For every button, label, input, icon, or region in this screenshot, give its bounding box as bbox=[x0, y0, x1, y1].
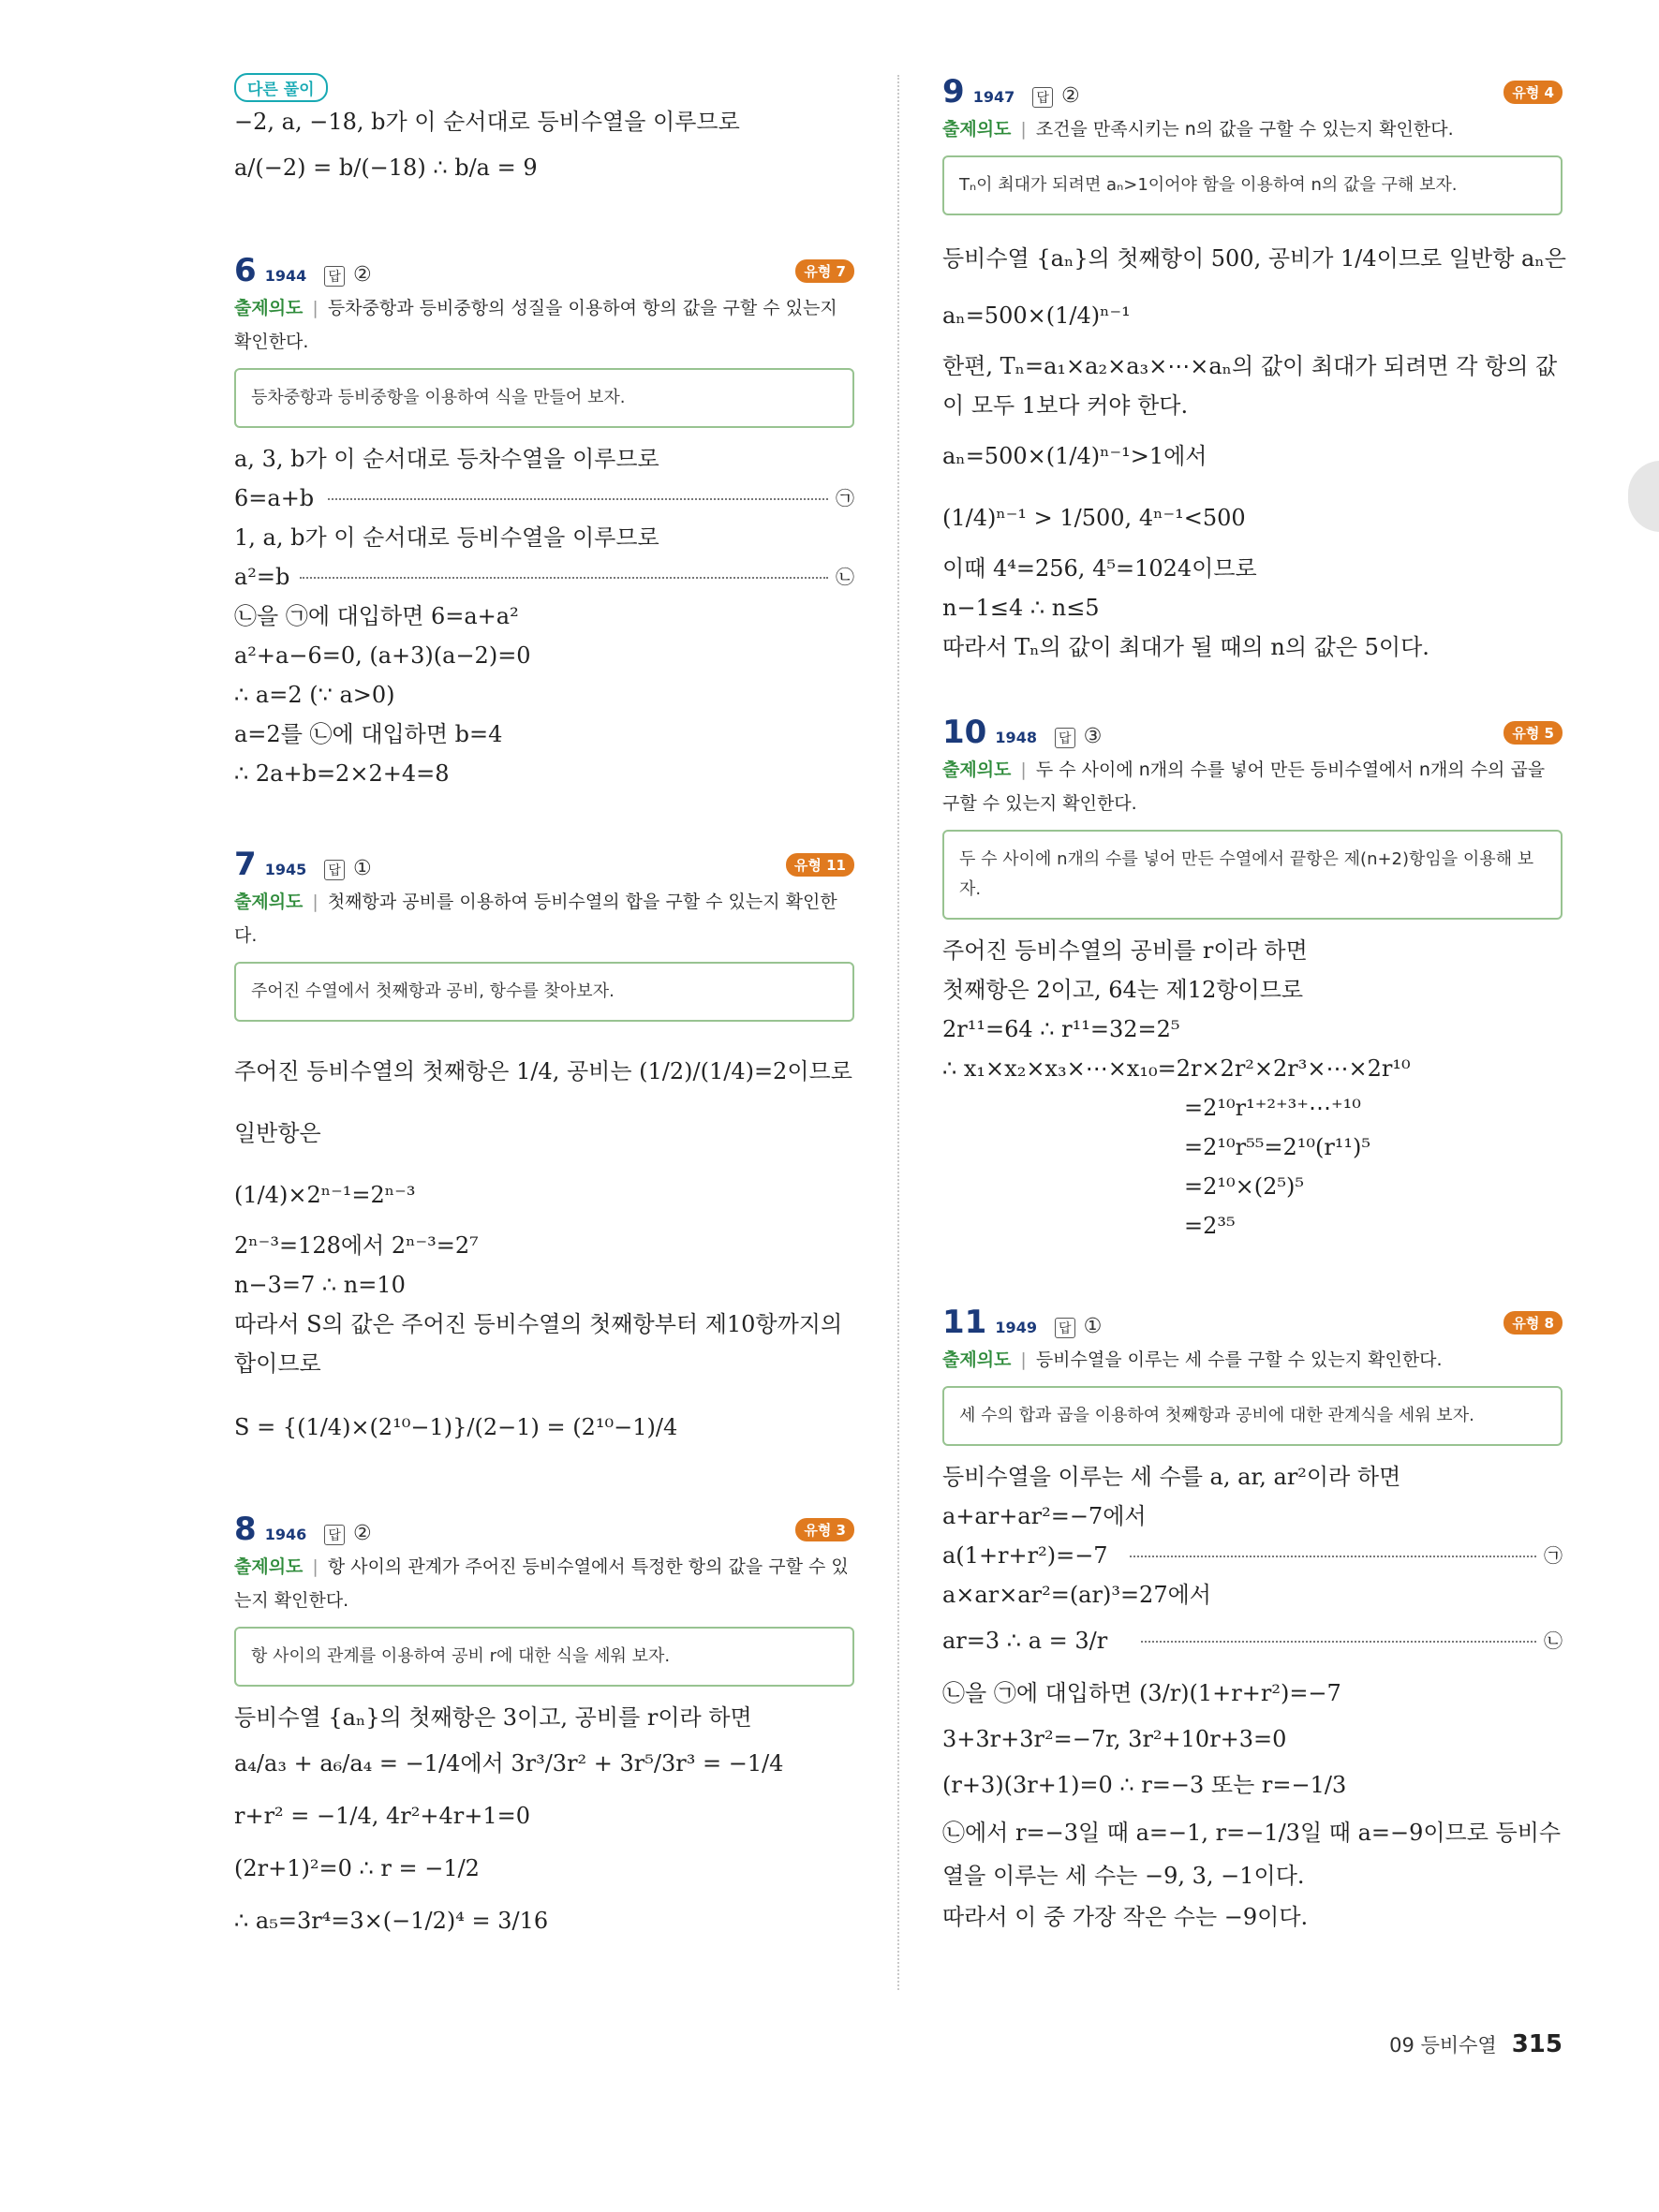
equation-text: 6=a+b bbox=[234, 485, 315, 511]
solution-line: 등비수열을 이루는 세 수를 a, ar, ar²이라 하면 bbox=[942, 1464, 1401, 1490]
problem-code: 1945 bbox=[264, 861, 307, 878]
solution-line: 주어진 등비수열의 공비를 r이라 하면 bbox=[942, 937, 1308, 964]
solution-line: 따라서 S의 값은 주어진 등비수열의 첫째항부터 제10항까지의 합이므로 bbox=[234, 1311, 843, 1377]
solution-line: =2¹⁰r⁵⁵=2¹⁰(r¹¹)⁵ bbox=[1184, 1134, 1371, 1160]
answer-label: 답 bbox=[1032, 87, 1053, 108]
solution-line: ㉡을 ㉠에 대입하면 (3/r)(1+r+r²)=−7 bbox=[942, 1680, 1341, 1706]
intent-text: 조건을 만족시키는 n의 값을 구할 수 있는지 확인한다. bbox=[1035, 119, 1454, 140]
problem-code: 1947 bbox=[972, 88, 1015, 106]
left-column bbox=[234, 73, 854, 1947]
problem-intent: 출제의도 | 항 사이의 관계가 주어진 등비수열에서 특정한 항의 값을 구할 수 있는지 확인한다. bbox=[234, 1556, 849, 1611]
type-badge: 유형 8 bbox=[1503, 1311, 1563, 1335]
problem-number: 7 bbox=[234, 846, 257, 883]
answer-label: 답 bbox=[324, 1525, 345, 1545]
solution-line: S = {(1/4)×(2¹⁰−1)}/(2−1) = (2¹⁰−1)/4 bbox=[234, 1414, 678, 1440]
problem-code: 1949 bbox=[995, 1319, 1037, 1336]
solution-line: a=2를 ㉡에 대입하면 b=4 bbox=[234, 721, 503, 747]
alternative-solution bbox=[234, 73, 854, 194]
intent-label: 출제의도 bbox=[942, 759, 1012, 780]
problem-6-header bbox=[234, 252, 854, 291]
hint-box: 등차중항과 등비중항을 이용하여 식을 만들어 보자. bbox=[234, 368, 854, 428]
equation-b bbox=[942, 1615, 1563, 1667]
answer-choice: ① bbox=[1083, 1315, 1103, 1338]
intent-label: 출제의도 bbox=[234, 892, 304, 912]
answer-choice: ② bbox=[1061, 84, 1080, 108]
problem-11-header bbox=[942, 1304, 1563, 1343]
problem-code: 1946 bbox=[264, 1526, 307, 1543]
intent-label: 출제의도 bbox=[942, 119, 1012, 140]
solution-line: a₄/a₃ + a₆/a₄ = −1/4에서 3r³/3r² + 3r⁵/3r³ = −1/4 bbox=[234, 1750, 784, 1777]
equation-text: ar=3 ∴ a = 3/r bbox=[942, 1628, 1108, 1654]
problem-number: 6 bbox=[234, 252, 257, 289]
equation-marker: ㉠ bbox=[1544, 1544, 1563, 1567]
solution-line: ㉡을 ㉠에 대입하면 6=a+a² bbox=[234, 603, 519, 629]
solution-line: ∴ 2a+b=2×2+4=8 bbox=[234, 760, 450, 787]
problem-intent: 출제의도 | 두 수 사이에 n개의 수를 넣어 만든 등비수열에서 n개의 수의 곱을 구할 수 있는지 확인한다. bbox=[942, 759, 1546, 814]
problem-9 bbox=[942, 73, 1566, 667]
chapter-title: 09 등비수열 bbox=[1389, 2034, 1497, 2057]
solution-line: (2r+1)²=0 ∴ r = −1/2 bbox=[234, 1855, 480, 1881]
solution-line: n−3=7 ∴ n=10 bbox=[234, 1272, 406, 1298]
intent-text: 등비수열을 이루는 세 수를 구할 수 있는지 확인한다. bbox=[1035, 1349, 1443, 1370]
answer-choice: ② bbox=[353, 1522, 372, 1545]
alt-line-1: −2, a, −18, b가 이 순서대로 등비수열을 이루므로 bbox=[234, 109, 740, 135]
alt-solution-badge: 다른 풀이 bbox=[234, 73, 328, 102]
right-column bbox=[942, 73, 1566, 1937]
type-badge: 유형 4 bbox=[1503, 81, 1563, 104]
intent-text: 첫째항과 공비를 이용하여 등비수열의 합을 구할 수 있는지 확인한다. bbox=[234, 892, 837, 946]
solution-line: 한편, Tₙ=a₁×a₂×a₃×⋯×aₙ의 값이 최대가 되려면 각 항의 값이 모두 1보다 커야 한다. bbox=[942, 353, 1558, 419]
solution-line: ∴ a=2 (∵ a>0) bbox=[234, 682, 395, 708]
hint-box: 두 수 사이에 n개의 수를 넣어 만든 수열에서 끝항은 제(n+2)항임을 이용해 보자. bbox=[942, 830, 1563, 920]
alt-line-2: a/(−2) = b/(−18) ∴ b/a = 9 bbox=[234, 155, 538, 181]
solution-line: =2¹⁰×(2⁵)⁵ bbox=[1184, 1173, 1304, 1200]
solution-line: 2r¹¹=64 ∴ r¹¹=32=2⁵ bbox=[942, 1016, 1180, 1042]
equation-a bbox=[234, 479, 854, 518]
solution-line: aₙ=500×(1/4)ⁿ⁻¹ bbox=[942, 302, 1131, 329]
problem-number: 11 bbox=[942, 1304, 987, 1341]
solution-line: a²+a−6=0, (a+3)(a−2)=0 bbox=[234, 642, 531, 669]
solution-line: a×ar×ar²=(ar)³=27에서 bbox=[942, 1582, 1211, 1608]
intent-text: 두 수 사이에 n개의 수를 넣어 만든 등비수열에서 n개의 수의 곱을 구할 수 있는지 확인한다. bbox=[942, 759, 1546, 814]
solution-line: a, 3, b가 이 순서대로 등차수열을 이루므로 bbox=[234, 446, 659, 472]
problem-code: 1944 bbox=[264, 267, 307, 285]
equation-marker: ㉡ bbox=[1544, 1630, 1563, 1652]
chapter-edge-tab bbox=[1628, 461, 1659, 532]
solution-line: 주어진 등비수열의 첫째항은 1/4, 공비는 (1/2)/(1/4)=2이므로 일반항은 bbox=[234, 1058, 852, 1146]
solution-line: 따라서 이 중 가장 작은 수는 −9이다. bbox=[942, 1904, 1309, 1930]
intent-label: 출제의도 bbox=[942, 1349, 1012, 1370]
problem-8-header bbox=[234, 1511, 854, 1550]
problem-9-header bbox=[942, 73, 1563, 112]
intent-text: 항 사이의 관계가 주어진 등비수열에서 특정한 항의 값을 구할 수 있는지 확인한다. bbox=[234, 1556, 849, 1611]
hint-box: 주어진 수열에서 첫째항과 공비, 항수를 찾아보자. bbox=[234, 962, 854, 1022]
problem-code: 1948 bbox=[995, 729, 1037, 746]
solution-line: n−1≤4 ∴ n≤5 bbox=[942, 595, 1100, 621]
solution-line: ㉡에서 r=−3일 때 a=−1, r=−1/3일 때 a=−9이므로 등비수열을 이루는 세 수는 −9, 3, −1이다. bbox=[942, 1820, 1562, 1889]
problem-7 bbox=[234, 846, 854, 1458]
answer-label: 답 bbox=[324, 266, 345, 287]
equation-text: a(1+r+r²)=−7 bbox=[942, 1542, 1108, 1569]
solution-line: 첫째항은 2이고, 64는 제12항이므로 bbox=[942, 977, 1304, 1003]
solution-line: 따라서 Tₙ의 값이 최대가 될 때의 n의 값은 5이다. bbox=[942, 634, 1429, 660]
solution-line: ∴ x₁×x₂×x₃×⋯×x₁₀=2r×2r²×2r³×⋯×2r¹⁰ bbox=[942, 1055, 1411, 1082]
problem-intent: 출제의도 | 등차중항과 등비중항의 성질을 이용하여 항의 값을 구할 수 있는지 확인한다. bbox=[234, 298, 837, 352]
solution-line: =2³⁵ bbox=[1184, 1213, 1236, 1239]
solution-line: (1/4)×2ⁿ⁻¹=2ⁿ⁻³ bbox=[234, 1182, 416, 1208]
problem-number: 8 bbox=[234, 1511, 257, 1548]
answer-label: 답 bbox=[324, 860, 345, 880]
problem-intent: 출제의도 | 조건을 만족시키는 n의 값을 구할 수 있는지 확인한다. bbox=[942, 119, 1454, 140]
problem-10 bbox=[942, 714, 1563, 1246]
answer-choice: ③ bbox=[1083, 725, 1103, 748]
equation-a bbox=[942, 1536, 1563, 1575]
solution-line: r+r² = −1/4, 4r²+4r+1=0 bbox=[234, 1803, 531, 1829]
hint-box: Tₙ이 최대가 되려면 aₙ>1이어야 함을 이용하여 n의 값을 구해 보자. bbox=[942, 155, 1563, 215]
problem-intent: 출제의도 | 등비수열을 이루는 세 수를 구할 수 있는지 확인한다. bbox=[942, 1349, 1443, 1370]
type-badge: 유형 7 bbox=[795, 259, 854, 283]
problem-8 bbox=[234, 1511, 854, 1947]
solution-line: 등비수열 {aₙ}의 첫째항은 3이고, 공비를 r이라 하면 bbox=[234, 1704, 752, 1731]
equation-text: a²=b bbox=[234, 564, 290, 590]
problem-number: 10 bbox=[942, 714, 987, 751]
solution-line: 이때 4⁴=256, 4⁵=1024이므로 bbox=[942, 555, 1257, 582]
solution-line: 2ⁿ⁻³=128에서 2ⁿ⁻³=2⁷ bbox=[234, 1232, 479, 1259]
solution-line: 3+3r+3r²=−7r, 3r²+10r+3=0 bbox=[942, 1726, 1287, 1752]
intent-label: 출제의도 bbox=[234, 298, 304, 318]
problem-10-header bbox=[942, 714, 1563, 753]
intent-label: 출제의도 bbox=[234, 1556, 304, 1577]
page-footer bbox=[1389, 2030, 1563, 2058]
type-badge: 유형 11 bbox=[786, 853, 854, 877]
type-badge: 유형 5 bbox=[1503, 721, 1563, 745]
solution-line: =2¹⁰r¹⁺²⁺³⁺⋯⁺¹⁰ bbox=[1184, 1095, 1361, 1121]
solution-line: aₙ=500×(1/4)ⁿ⁻¹>1에서 bbox=[942, 443, 1207, 469]
answer-label: 답 bbox=[1055, 728, 1075, 748]
answer-choice: ② bbox=[353, 263, 372, 287]
equation-marker: ㉡ bbox=[836, 566, 854, 588]
hint-box: 세 수의 합과 곱을 이용하여 첫째항과 공비에 대한 관계식을 세워 보자. bbox=[942, 1386, 1563, 1446]
solution-line: ∴ a₅=3r⁴=3×(−1/2)⁴ = 3/16 bbox=[234, 1908, 549, 1934]
column-divider bbox=[897, 75, 899, 1990]
solution-line: (1/4)ⁿ⁻¹ > 1/500, 4ⁿ⁻¹<500 bbox=[942, 505, 1246, 531]
solution-line: 등비수열 {aₙ}의 첫째항이 500, 공비가 1/4이므로 일반항 aₙ은 bbox=[942, 245, 1566, 272]
hint-box: 항 사이의 관계를 이용하여 공비 r에 대한 식을 세워 보자. bbox=[234, 1627, 854, 1687]
answer-label: 답 bbox=[1055, 1318, 1075, 1338]
page-number: 315 bbox=[1511, 2030, 1563, 2058]
solution-line: a+ar+ar²=−7에서 bbox=[942, 1503, 1147, 1529]
equation-marker: ㉠ bbox=[836, 487, 854, 509]
problem-intent: 출제의도 | 첫째항과 공비를 이용하여 등비수열의 합을 구할 수 있는지 확인한다. bbox=[234, 892, 837, 946]
problem-11 bbox=[942, 1304, 1563, 1937]
type-badge: 유형 3 bbox=[795, 1518, 854, 1541]
problem-number: 9 bbox=[942, 73, 965, 111]
answer-choice: ① bbox=[353, 857, 372, 880]
solution-line: 1, a, b가 이 순서대로 등비수열을 이루므로 bbox=[234, 524, 659, 551]
problem-7-header bbox=[234, 846, 854, 885]
equation-b bbox=[234, 557, 854, 597]
intent-text: 등차중항과 등비중항의 성질을 이용하여 항의 값을 구할 수 있는지 확인한다. bbox=[234, 298, 837, 352]
problem-6 bbox=[234, 252, 854, 793]
solution-line: (r+3)(3r+1)=0 ∴ r=−3 또는 r=−1/3 bbox=[942, 1772, 1347, 1798]
